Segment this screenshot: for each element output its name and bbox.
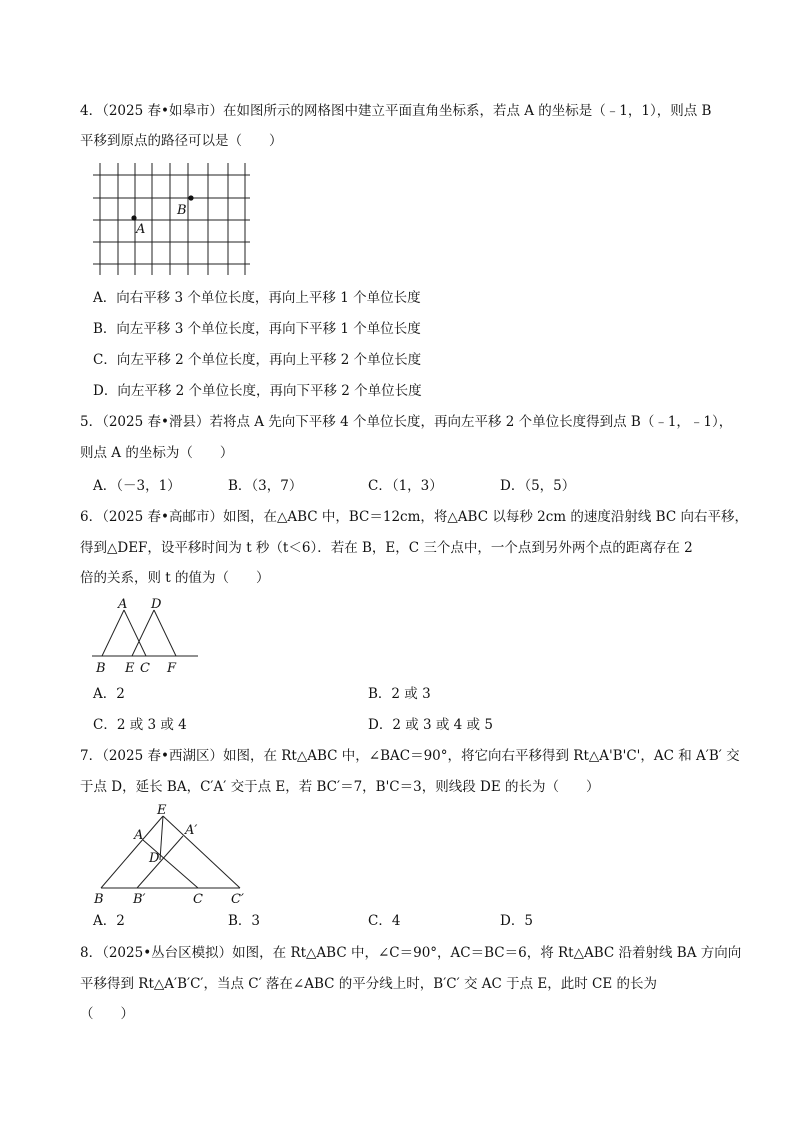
q6-triangle-figure (90, 594, 205, 676)
q8-stem-line2: 平移得到 Rt△A′B′C′，当点 C′ 落在∠ABC 的平分线上时，B′C′ 交 AC 于点 E，此时 CE 的长为 (80, 976, 658, 992)
q6-stem-line3: 倍的关系，则 t 的值为（ ） (80, 570, 270, 586)
q7-option-a[interactable]: A．2 (93, 913, 125, 929)
q8-stem-line1: 8．（2025•丛台区模拟）如图，在 Rt△ABC 中，∠C＝90°，AC＝BC＝6，将 Rt△ABC 沿着射线 BA 方向向 (80, 945, 742, 961)
q7-option-c[interactable]: C．4 (368, 913, 401, 929)
q6-option-a[interactable]: A．2 (93, 686, 125, 702)
q5-option-c[interactable]: C．（1，3） (368, 478, 443, 494)
q6-stem-line1: 6．（2025 春•高邮市）如图，在△ABC 中，BC＝12cm，将△ABC 以每秒 2cm 的速度沿射线 BC 向右平移， (80, 509, 748, 525)
q6-option-b[interactable]: B．2 或 3 (368, 686, 431, 702)
q6-stem-line2: 得到△DEF，设平移时间为 t 秒（t＜6）．若在 B，E，C 三个点中，一个点到另外两个点的距离存在 2 (80, 540, 693, 556)
q7-triangle-figure (90, 802, 255, 906)
q4-stem-line2: 平移到原点的路径可以是（ ） (80, 133, 283, 149)
label-b-prime: B′ (133, 892, 146, 906)
label-a-prime: A′ (185, 823, 198, 838)
label-b: B (96, 661, 106, 676)
point-b (188, 195, 193, 200)
q5-option-a[interactable]: A．（－3，1） (93, 478, 181, 494)
label-a: A (134, 828, 144, 843)
label-d: D (149, 851, 160, 866)
label-a: A (118, 597, 128, 612)
q7-option-b[interactable]: B．3 (228, 913, 261, 929)
q5-stem-line1: 5．（2025 春•滑县）若将点 A 先向下平移 4 个单位长度，再向左平移 2 个单位长度得到点 B（﹣1，﹣1）， (80, 414, 733, 430)
q4-grid-figure (90, 160, 255, 278)
q6-option-d[interactable]: D．2 或 3 或 4 或 5 (368, 717, 493, 733)
label-c: C (193, 892, 203, 906)
q7-option-d[interactable]: D．5 (500, 913, 533, 929)
q4-option-b[interactable]: B．向左平移 3 个单位长度，再向下平移 1 个单位长度 (93, 321, 421, 337)
q4-option-c[interactable]: C．向左平移 2 个单位长度，再向上平移 2 个单位长度 (93, 352, 422, 368)
q4-option-a[interactable]: A．向右平移 3 个单位长度，再向上平移 1 个单位长度 (93, 290, 421, 306)
label-d: D (151, 597, 162, 612)
q7-stem-line2: 于点 D，延长 BA，C′A′ 交于点 E，若 BC′＝7，B'C＝3，则线段 DE 的长为（ ） (80, 779, 600, 795)
point-a (131, 215, 136, 220)
label-a: A (136, 222, 146, 237)
q5-stem-line2: 则点 A 的坐标为（ ） (80, 445, 234, 461)
q5-option-d[interactable]: D．（5，5） (500, 478, 576, 494)
q4-option-d[interactable]: D．向左平移 2 个单位长度，再向下平移 2 个单位长度 (93, 383, 422, 399)
label-c: C (140, 661, 150, 676)
q6-option-c[interactable]: C．2 或 3 或 4 (93, 717, 187, 733)
label-b: B (94, 892, 104, 906)
q4-stem-line1: 4．（2025 春•如皋市）在如图所示的网格图中建立平面直角坐标系，若点 A 的坐标是（﹣1，1），则点 B (80, 103, 712, 119)
label-e: E (125, 661, 135, 676)
label-e: E (157, 803, 167, 818)
label-f: F (167, 661, 177, 676)
label-c-prime: C′ (231, 892, 244, 906)
q7-stem-line1: 7．（2025 春•西湖区）如图，在 Rt△ABC 中，∠BAC＝90°，将它向右平移得到 Rt△A'B'C'，AC 和 A′B′ 交 (80, 748, 740, 764)
label-b: B (177, 203, 187, 218)
q5-option-b[interactable]: B．（3，7） (228, 478, 303, 494)
q8-stem-line3: （ ） (80, 1006, 134, 1022)
